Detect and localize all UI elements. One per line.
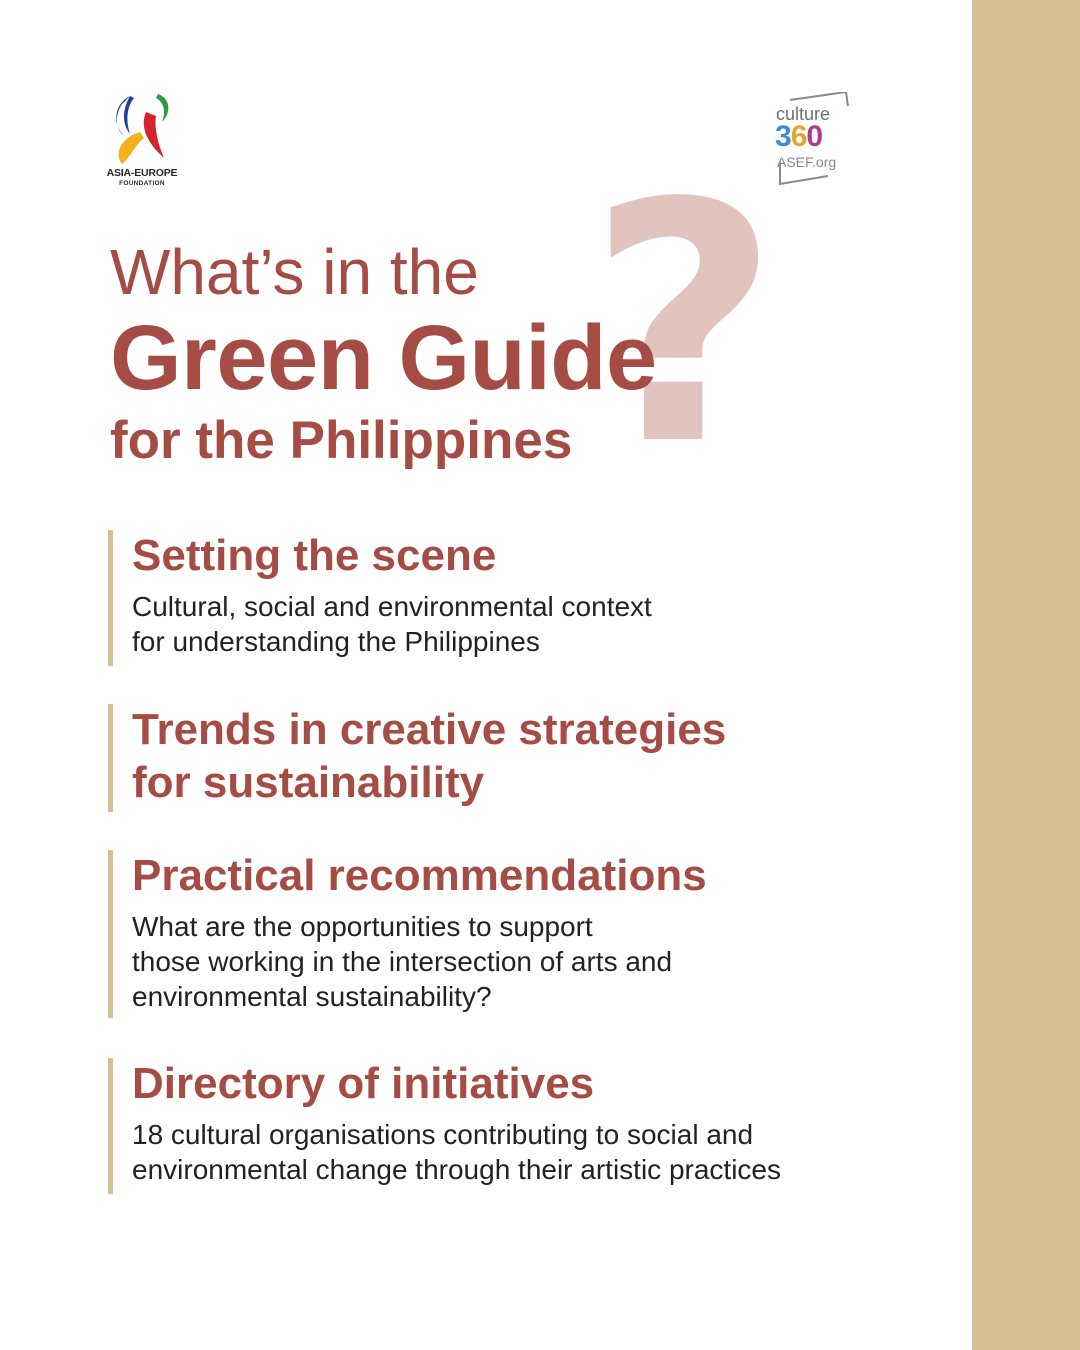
section-heading: Trends in creative strategies for sustainability: [132, 705, 727, 807]
section-heading: Setting the scene: [132, 531, 497, 580]
section-description: Cultural, social and environmental context for understanding the Philippines: [132, 590, 652, 657]
side-stripe: [972, 0, 1080, 1350]
culture360-logo: [770, 92, 854, 188]
culture360-word: culture: [776, 104, 831, 124]
section-heading: Directory of initiatives: [132, 1059, 595, 1108]
culture360-domain: ASEF.org: [777, 154, 837, 170]
asef-emblem-icon: [100, 92, 184, 168]
section-setting-the-scene: [108, 530, 652, 666]
section-heading: Practical recommendations: [132, 851, 707, 900]
culture360-number: [775, 120, 822, 154]
title-line-2: Green Guide: [110, 307, 657, 409]
asef-logo-text: [100, 168, 184, 187]
asef-logo-line1: ASIA-EUROPE: [106, 167, 178, 179]
section-description: What are the opportunities to support those working in the intersection of arts and environmental sustainability?: [132, 910, 673, 1012]
question-mark: ?: [588, 133, 780, 517]
culture360-digit-6: 6: [790, 120, 807, 153]
asef-logo: [100, 92, 184, 192]
title-line-3: for the Philippines: [110, 411, 573, 470]
culture360-digit-3: 3: [775, 120, 791, 153]
title-line-1: What’s in the: [110, 236, 479, 308]
section-directory-of-initiatives: [108, 1058, 781, 1194]
culture360-digit-0: 0: [806, 120, 823, 153]
section-practical-recommendations: [108, 850, 707, 1018]
section-description: 18 cultural organisations contributing to social and environmental change through their artistic practices: [132, 1118, 782, 1185]
section-trends: [108, 704, 726, 812]
asef-logo-line2: FOUNDATION: [119, 179, 165, 187]
